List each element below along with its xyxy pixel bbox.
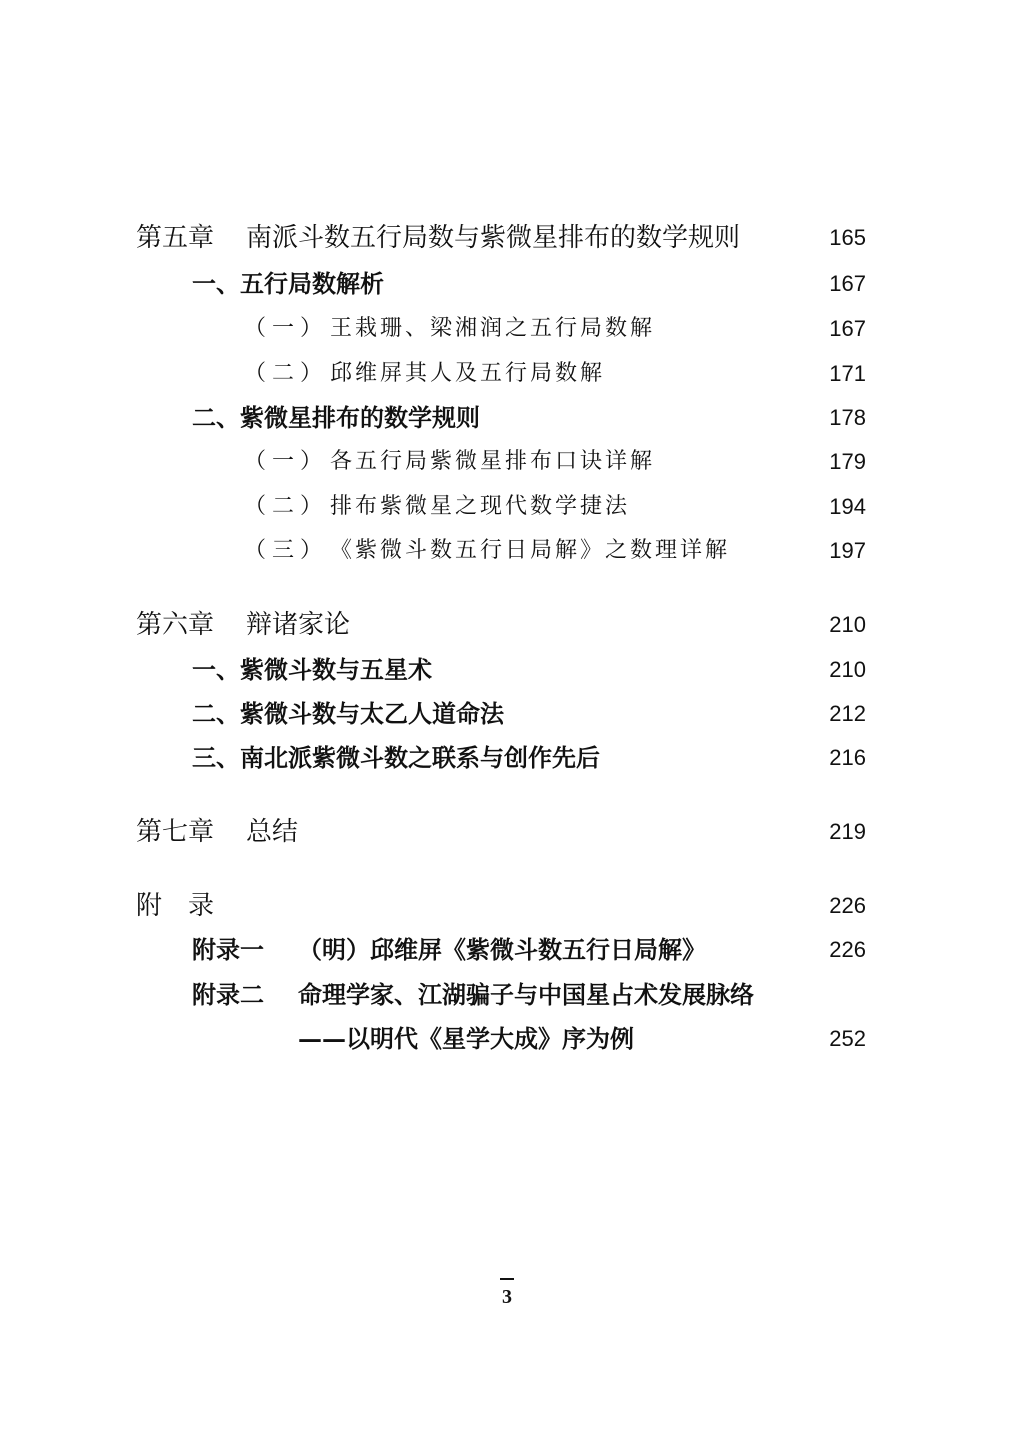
- toc-subsection[interactable]: [0, 487, 1014, 527]
- page-number: 179: [829, 449, 866, 474]
- chapter-title: 辩诸家论: [246, 610, 351, 640]
- page-number: 226: [829, 937, 866, 962]
- footer-page-number: 3: [502, 1286, 512, 1308]
- subsection-title: 排布紫微星之现代数学捷法: [330, 494, 631, 519]
- toc-chapter-7[interactable]: [0, 812, 1014, 852]
- page-number: 167: [829, 271, 866, 296]
- page-number: 216: [829, 745, 866, 770]
- subsection-title: 王栽珊、梁湘润之五行局数解: [330, 316, 656, 341]
- subsection-marker: （三）: [244, 538, 329, 563]
- appendix-item-title: （明）邱维屏《紫微斗数五行日局解》: [298, 935, 706, 964]
- toc-section[interactable]: [0, 264, 1014, 304]
- toc-subsection[interactable]: [0, 531, 1014, 571]
- chapter-label: 第五章: [136, 223, 215, 253]
- section-title: 二、紫微斗数与太乙人道命法: [192, 699, 504, 728]
- page-number: 212: [829, 701, 866, 726]
- toc-appendix-2[interactable]: [0, 975, 1014, 1015]
- subsection-title: 邱维屏其人及五行局数解: [330, 361, 606, 386]
- section-title: 三、南北派紫微斗数之联系与创作先后: [192, 743, 600, 772]
- chapter-label: 第六章: [136, 610, 215, 640]
- appendix-item-title: 命理学家、江湖骗子与中国星占术发展脉络: [298, 980, 754, 1009]
- subsection-marker: （二）: [244, 494, 329, 519]
- page-number: 167: [829, 316, 866, 341]
- chapter-label: 第七章: [136, 817, 215, 847]
- toc-subsection[interactable]: [0, 354, 1014, 394]
- subsection-marker: （一）: [244, 449, 329, 474]
- chapter-title: 总结: [246, 817, 299, 847]
- subsection-marker: （二）: [244, 361, 329, 386]
- page-footer: [0, 1278, 1014, 1309]
- page-number: 210: [829, 657, 866, 682]
- toc-section[interactable]: [0, 650, 1014, 690]
- toc-appendix-1[interactable]: [0, 930, 1014, 970]
- page-number: 197: [829, 538, 866, 563]
- toc-section[interactable]: [0, 398, 1014, 438]
- toc-section[interactable]: [0, 694, 1014, 734]
- subsection-title: 各五行局紫微星排布口诀详解: [330, 449, 656, 474]
- subsection-title: 《紫微斗数五行日局解》之数理详解: [330, 538, 731, 563]
- page-number: 219: [829, 819, 866, 844]
- toc-chapter-6[interactable]: [0, 605, 1014, 645]
- appendix-item-subtitle: ——以明代《星学大成》序为例: [298, 1024, 634, 1053]
- page-number: 165: [829, 225, 866, 250]
- section-title: 一、五行局数解析: [192, 269, 384, 298]
- page-number: 210: [829, 612, 866, 637]
- toc-appendix[interactable]: [0, 886, 1014, 926]
- toc-chapter-5[interactable]: [0, 218, 1014, 258]
- page-number: 194: [829, 494, 866, 519]
- appendix-label: 附 录: [136, 891, 215, 921]
- toc-section[interactable]: [0, 738, 1014, 778]
- toc-appendix-2-subtitle[interactable]: [0, 1019, 1014, 1059]
- page-number: 226: [829, 893, 866, 918]
- section-title: 二、紫微星排布的数学规则: [192, 403, 480, 432]
- subsection-marker: （一）: [244, 316, 329, 341]
- page-number: 171: [829, 361, 866, 386]
- page-number: 178: [829, 405, 866, 430]
- toc-subsection[interactable]: [0, 309, 1014, 349]
- toc-subsection[interactable]: [0, 442, 1014, 482]
- page-number: 252: [829, 1026, 866, 1051]
- appendix-item-label: 附录二: [192, 980, 264, 1009]
- appendix-item-label: 附录一: [192, 935, 264, 964]
- section-title: 一、紫微斗数与五星术: [192, 655, 432, 684]
- footer-dash: [500, 1278, 514, 1280]
- chapter-title: 南派斗数五行局数与紫微星排布的数学规则: [246, 223, 741, 253]
